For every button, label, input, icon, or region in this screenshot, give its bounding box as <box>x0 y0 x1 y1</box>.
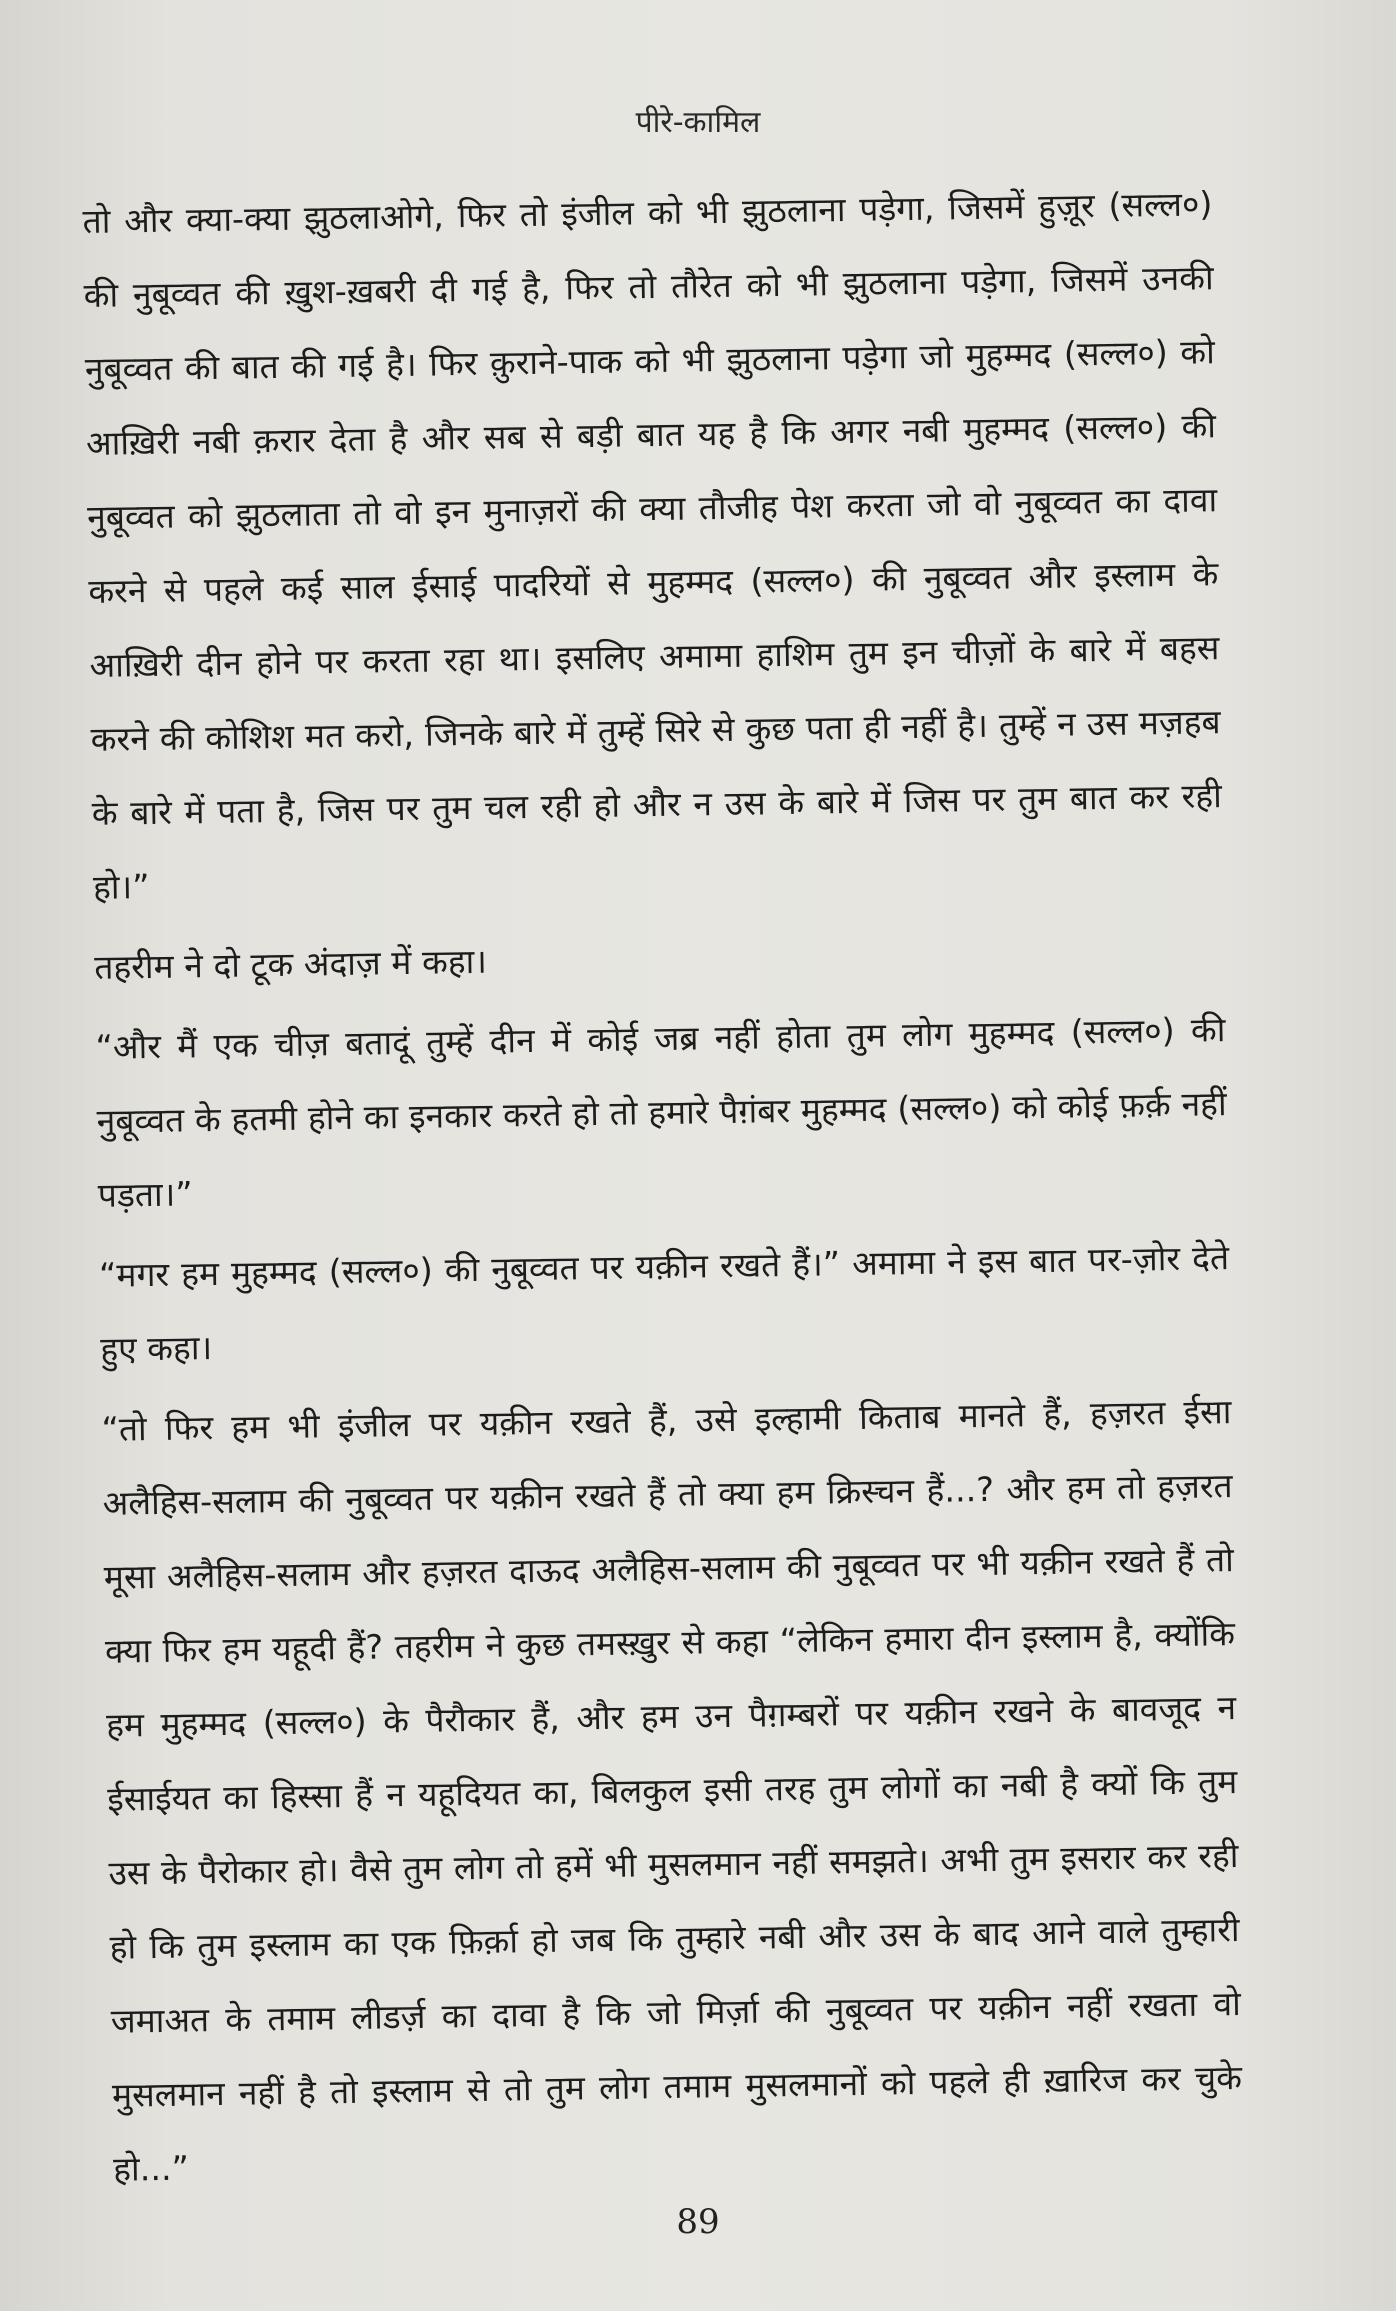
running-header: पीरे-कामिल <box>635 105 761 140</box>
paragraph-4: “मगर हम मुहम्मद (सल्ल०) की नुबूव्वत पर यक़ीन रखते हैं।” अमामा ने इस बात पर-ज़ोर देते हुए कहा। <box>98 1238 1230 1369</box>
paragraph-3: “और मैं एक चीज़ बतादूं तुम्हें दीन में कोई जब्र नहीं होता तुम लोग मुहम्मद (सल्ल०) की नुबूव्वत के हतमी होने का इनकार करते हो तो हमारे पैग़ंबर मुहम्मद (सल्ल०) को कोई फ़र्क़ नहीं पड़ता।” <box>95 1010 1227 1215</box>
paragraph-5: “तो फिर हम भी इंजील पर यक़ीन रखते हैं, उसे इल्हामी किताब मानते हैं, हज़रत ईसा अलैहिस-सलाम की नुबूव्वत पर यक़ीन रखते हैं तो क्या हम क्रिस्चन हैं...? और हम तो हज़रत मूसा अलैहिस-सलाम और हज़रत दाऊद अलैहिस-सलाम की नुबूव्वत पर भी यक़ीन रखते हैं तो क्या फिर हम यहूदी हैं? तहरीम ने कुछ तमस्ख़ुर से कहा “लेकिन हमारा दीन इस्लाम है, क्योंकि हम मुहम्मद (सल्ल०) के पैरौकार हैं, और हम उन पैग़म्बरों पर यक़ीन रखने के बावजूद न ईसाईयत का हिस्सा हैं न यहूदियत का, बिलकुल इसी तरह तुम लोगों का नबी है क्यों कि तुम उस के पैरोकार हो। वैसे तुम लोग तो हमें भी मुसलमान नहीं समझते। अभी तुम इसरार कर रही हो कि तुम इस्लाम का एक फ़िर्क़ा हो जब कि तुम्हारे नबी और उस के बाद आने वाले तुम्हारी जमाअत के तमाम लीडर्ज़ का दावा है कि जो मिर्ज़ा की नुबूव्वत पर यक़ीन नहीं रखता वो मुसलमान नहीं है तो इस्लाम से तो तुम लोग तमाम मुसलमानों को पहले ही ख़ारिज कर चुके हो...” <box>101 1392 1243 2189</box>
body-text <box>82 167 1244 2212</box>
paragraph-1: तो और क्या-क्या झुठलाओगे, फिर तो इंजील को भी झुठलाना पड़ेगा, जिसमें हुज़ूर (सल्ल०) की नुबूव्वत की ख़ुश-ख़बरी दी गई है, फिर तो तौरेत को भी झुठलाना पड़ेगा, जिसमें उनकी नुबूव्वत की बात की गई है। फिर क़ुराने-पाक को भी झुठलाना पड़ेगा जो मुहम्मद (सल्ल०) को आख़िरी नबी क़रार देता है और सब से बड़ी बात यह है कि अगर नबी मुहम्मद (सल्ल०) की नुबूव्वत को झुठलाता तो वो इन मुनाज़रों की क्या तौजीह पेश करता जो वो नुबूव्वत का दावा करने से पहले कई साल ईसाई पादरियों से मुहम्मद (सल्ल०) की नुबूव्वत और इस्लाम के आख़िरी दीन होने पर करता रहा था। इसलिए अमामा हाशिम तुम इन चीज़ों के बारे में बहस करने की कोशिश मत करो, जिनके बारे में तुम्हें सिरे से कुछ पता ही नहीं है। तुम्हें न उस मज़हब के बारे में पता है, जिस पर तुम चल रही हो और न उस के बारे में जिस पर तुम बात कर रही हो।” <box>82 184 1223 907</box>
paragraph-2: तहरीम ने दो टूक अंदाज़ में कहा। <box>93 941 488 987</box>
page-number: 89 <box>676 2202 720 2242</box>
